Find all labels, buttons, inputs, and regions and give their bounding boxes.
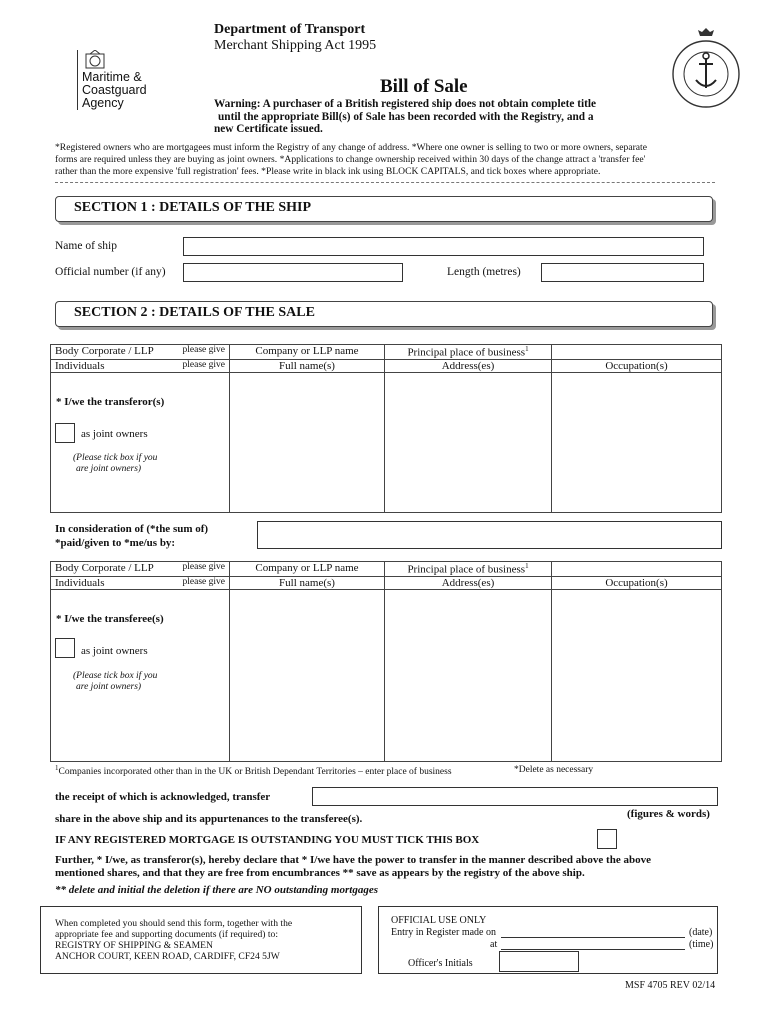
please-give: please give: [182, 576, 225, 587]
official-use-label: OFFICIAL USE ONLY: [391, 915, 487, 926]
please-give: please give: [182, 359, 225, 370]
tick-note-line: (Please tick box if you: [73, 453, 158, 463]
agency-logo: [82, 71, 147, 110]
transferee-label: * I/we the transferee(s): [56, 613, 164, 625]
mortgage-tick-label: IF ANY REGISTERED MORTGAGE IS OUTSTANDING YOU MUST TICK THIS BOX: [55, 834, 480, 846]
transfer-share-input[interactable]: [312, 787, 718, 806]
name-of-ship-input[interactable]: [183, 237, 704, 256]
agency-divider: [77, 50, 78, 110]
section-1-header: [55, 196, 713, 222]
send-to-box: [40, 906, 362, 974]
further-declaration: [55, 854, 715, 880]
principal-label: Principal place of business: [407, 346, 526, 359]
footnote-sup: 1: [525, 562, 529, 570]
official-number-input[interactable]: [183, 263, 403, 282]
footnote-sup: 1: [525, 345, 529, 353]
send-line: ANCHOR COURT, KEEN ROAD, CARDIFF, CF24 5JW: [55, 951, 280, 962]
corp-label: Body Corporate / LLP: [55, 562, 154, 574]
tick-note-line: are joint owners): [76, 464, 142, 474]
empty-header: [552, 345, 722, 360]
transferor-address-cell[interactable]: [385, 372, 552, 512]
principal-header: [385, 345, 552, 360]
indiv-label: Individuals: [55, 359, 105, 372]
initials-label: Officer's Initials: [408, 958, 473, 969]
please-give: please give: [182, 562, 225, 572]
transferor-occupation-cell[interactable]: [552, 372, 722, 512]
transferee-names-cell[interactable]: [230, 589, 385, 761]
transferor-names-cell[interactable]: [230, 372, 385, 512]
initials-input[interactable]: [499, 951, 579, 972]
intro-line: rather than the more expensive 'full registration' fees. *Please write in black ink using BLOCK CAPITALS, and tick boxes where appropriate.: [55, 166, 601, 177]
receipt-line-2: share in the above ship and its appurtenances to the transferee(s).: [55, 813, 363, 825]
footnote-sup: 1: [55, 764, 59, 772]
please-give: please give: [182, 345, 225, 355]
warning-line: until the appropriate Bill(s) of Sale has been recorded with the Registry, and a: [218, 110, 594, 123]
warning-line: new Certificate issued.: [214, 123, 323, 135]
send-to-text: [55, 918, 292, 962]
intro-line: *Registered owners who are mortgagees must inform the Registry of any change of address. *Where one owner is selling to two or more owners, separate: [55, 142, 647, 153]
mortgage-checkbox[interactable]: [597, 829, 617, 849]
company-header: Company or LLP name: [230, 345, 385, 360]
transferee-tick-note: [70, 671, 157, 693]
address-header: Address(es): [385, 576, 552, 589]
principal-header: [385, 562, 552, 577]
indiv-cell: [51, 576, 230, 589]
act: Merchant Shipping Act 1995: [214, 38, 377, 53]
at-label: at: [490, 939, 498, 950]
consideration-input[interactable]: [257, 521, 722, 549]
delete-note: *Delete as necessary: [514, 765, 594, 775]
further-line: mentioned shares, and that they are free from encumbrances ** save as appears by the registry of the above ship.: [55, 867, 585, 879]
indiv-label: Individuals: [55, 576, 105, 589]
official-number-label: Official number (if any): [55, 266, 166, 278]
send-line: appropriate fee and supporting documents (if required) to:: [55, 929, 278, 940]
empty-header: [552, 562, 722, 577]
registry-seal: [670, 28, 742, 110]
intro-notes: [55, 142, 735, 178]
department: Department of Transport: [214, 22, 366, 37]
agency-line: Coastguard: [82, 83, 147, 97]
full-names-header: Full name(s): [230, 576, 385, 589]
agency-line: Agency: [82, 96, 124, 110]
receipt-line-1: the receipt of which is acknowledged, transfer: [55, 791, 271, 803]
figures-words: (figures & words): [627, 808, 710, 820]
transferor-table: [50, 344, 722, 513]
form-reference: MSF 4705 REV 02/14: [625, 980, 716, 991]
date-label: (date): [689, 927, 713, 938]
tick-note-line: are joint owners): [76, 682, 142, 692]
transferee-address-cell[interactable]: [385, 589, 552, 761]
indiv-cell: [51, 359, 230, 372]
section-1-title: SECTION 1 : DETAILS OF THE SHIP: [74, 200, 312, 215]
send-line: REGISTRY OF SHIPPING & SEAMEN: [55, 940, 213, 951]
send-line: When completed you should send this form, together with the: [55, 918, 293, 929]
entry-label: Entry in Register made on: [391, 927, 496, 938]
corp-label: Body Corporate / LLP: [55, 345, 154, 357]
full-names-header: Full name(s): [230, 359, 385, 372]
tick-note-line: (Please tick box if you: [73, 671, 158, 681]
date-line: [501, 937, 685, 938]
page-title: Bill of Sale: [380, 76, 468, 97]
transferor-joint-label: as joint owners: [81, 428, 148, 440]
footnote: [55, 764, 452, 777]
agency-line: Maritime &: [82, 70, 142, 84]
delete-initial-note: ** delete and initial the deletion if there are NO outstanding mortgages: [55, 884, 378, 896]
length-label: Length (metres): [447, 266, 521, 278]
length-input[interactable]: [541, 263, 704, 282]
name-of-ship-label: Name of ship: [55, 240, 117, 252]
header-rule: [55, 182, 715, 183]
principal-label: Principal place of business: [407, 563, 526, 576]
transferee-joint-checkbox[interactable]: [55, 638, 75, 658]
intro-line: forms are required unless they are buying as joint owners. *Applications to change ownership received within 30 days of the change attract a 'transfer fee': [55, 154, 646, 165]
footnote-text: Companies incorporated other than in the UK or British Dependant Territories – enter place of business: [58, 767, 452, 778]
transferor-label: * I/we the transferor(s): [56, 396, 165, 408]
company-header: Company or LLP name: [230, 562, 385, 577]
consideration-text: [55, 522, 208, 550]
occupation-header: Occupation(s): [552, 576, 722, 589]
time-line: [501, 949, 685, 950]
transferor-joint-checkbox[interactable]: [55, 423, 75, 443]
transferor-tick-note: [70, 453, 157, 475]
section-2-header: [55, 301, 713, 327]
consideration-line: In consideration of (*the sum of): [55, 523, 209, 535]
further-line: Further, * I/we, as transferor(s), hereby declare that * I/we have the power to transfer in the manner described above the above: [55, 854, 651, 866]
warning-line: Warning: A purchaser of a British registered ship does not obtain complete title: [214, 98, 597, 110]
warning-text: [214, 98, 596, 136]
official-use-box: [378, 906, 718, 974]
address-header: Address(es): [385, 359, 552, 372]
transferor-cell: [51, 372, 230, 512]
transferee-occupation-cell[interactable]: [552, 589, 722, 761]
corp-cell: [51, 562, 230, 577]
time-label: (time): [689, 939, 714, 950]
occupation-header: Occupation(s): [552, 359, 722, 372]
transferee-table: [50, 561, 722, 762]
consideration-line: *paid/given to *me/us by:: [55, 537, 176, 549]
corp-cell: [51, 345, 230, 360]
section-2-title: SECTION 2 : DETAILS OF THE SALE: [74, 305, 315, 320]
crest-icon: [84, 50, 106, 70]
transferee-joint-label: as joint owners: [81, 645, 148, 657]
